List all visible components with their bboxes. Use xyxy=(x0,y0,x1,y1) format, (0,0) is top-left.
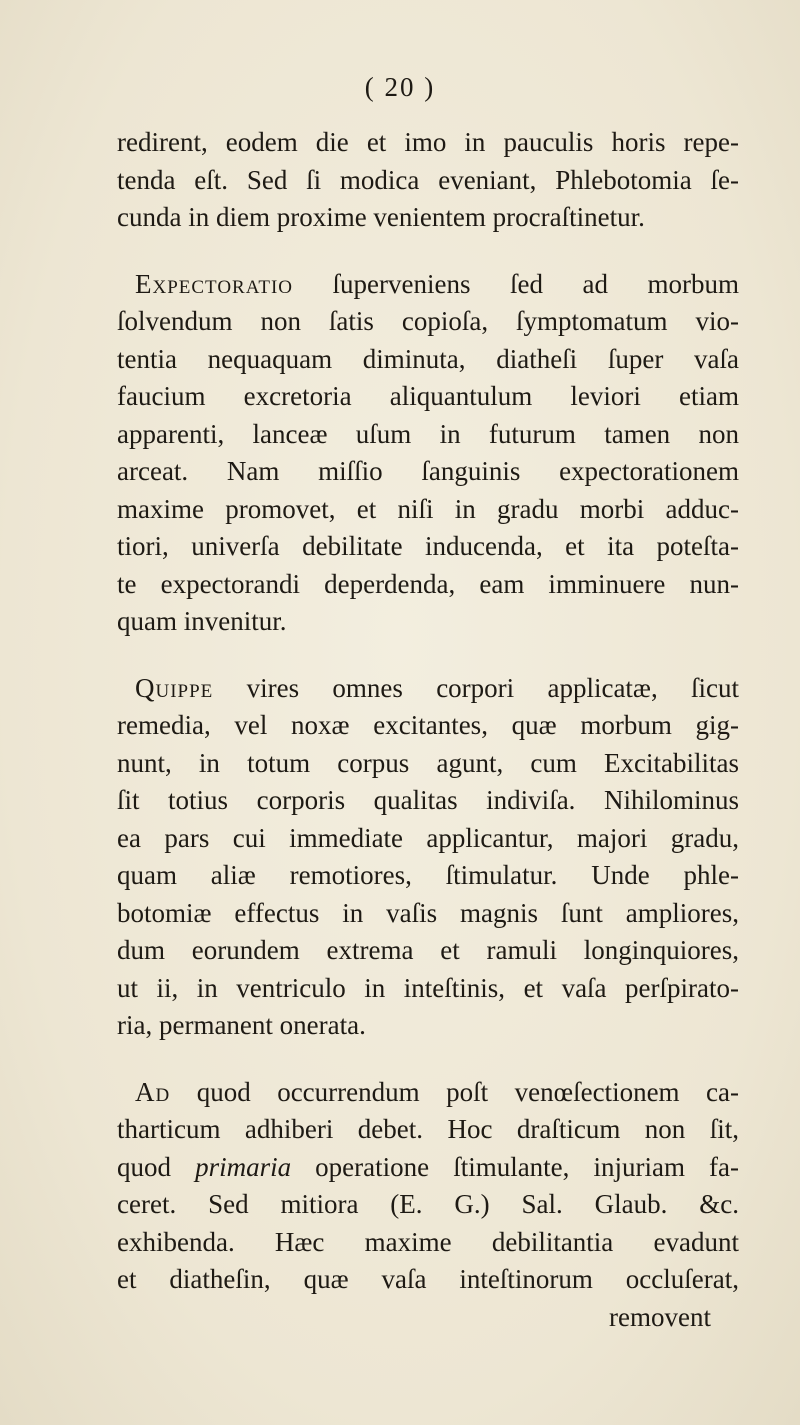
text-line: nunt, in totum corpus agunt, cum Excitabilitas xyxy=(117,747,739,778)
text-line: tenda eſt. Sed ſi modica eveniant, Phlebotomia ſe- xyxy=(117,164,739,195)
text-line: quam aliæ remotiores, ſtimulatur. Unde phle- xyxy=(117,860,739,890)
paragraph-3 xyxy=(117,670,739,1045)
paragraph-lead-word: Expectoratio xyxy=(135,268,293,299)
text-span: ſuperveniens ſed ad morbum xyxy=(293,268,739,299)
text-line xyxy=(117,266,739,304)
text-line xyxy=(117,670,739,708)
text-line: ſolvendum non ſatis copioſa, ſymptomatum vio- xyxy=(117,306,739,336)
text-line: dum eorundem extrema et ramuli longinquiores, xyxy=(117,935,739,965)
paragraph-lead-word: Ad xyxy=(135,1076,171,1107)
text-line: tharticum adhiberi debet. Hoc draſticum non ſit, xyxy=(117,1114,739,1144)
text-line: ria, permanent onerata. xyxy=(117,1010,366,1040)
paragraph-2 xyxy=(117,266,739,641)
text-line: te expectorandi deperdenda, eam imminuere nun- xyxy=(117,568,739,599)
text-line: ſit totius corporis qualitas indiviſa. Nihilominus xyxy=(117,785,739,815)
text-span: vires omnes corpori applicatæ, ſicut xyxy=(213,672,739,703)
page-number: ( 20 ) xyxy=(364,72,436,102)
paragraph-4 xyxy=(117,1074,739,1337)
text-line: arceat. Nam miſſio ſanguinis expectorationem xyxy=(117,456,739,486)
text-span: operatione ſtimulante, injuriam fa- xyxy=(291,1151,740,1182)
text-line: ea pars cui immediate applicantur, majori gradu, xyxy=(117,822,739,853)
text-line: remedia, vel noxæ excitantes, quæ morbum gig- xyxy=(117,710,739,740)
text-line: cunda in diem proxime venientem procraſtinetur. xyxy=(117,202,645,232)
text-span: quod xyxy=(117,1151,196,1182)
text-line xyxy=(117,1074,739,1112)
text-line: ceret. Sed mitiora (E. G.) Sal. Glaub. &c. xyxy=(117,1189,739,1219)
text-line: ut ii, in ventriculo in inteſtinis, et vaſa perſpirato- xyxy=(117,972,739,1003)
text-line: et diatheſin, quæ vaſa inteſtinorum occluſerat, xyxy=(117,1264,739,1294)
text-line xyxy=(117,1149,739,1187)
text-line: redirent, eodem die et imo in pauculis horis repe- xyxy=(117,127,739,157)
text-span: quod occurrendum poſt venœſectionem ca- xyxy=(170,1076,739,1107)
catchword: removent xyxy=(609,1301,711,1332)
italic-term: primaria xyxy=(195,1151,292,1182)
text-line: maxime promovet, et niſi in gradu morbi adduc- xyxy=(117,493,739,524)
paragraph-lead-word: Quippe xyxy=(135,672,214,703)
body-text xyxy=(117,124,739,1365)
paragraph-1 xyxy=(117,124,739,237)
text-line: apparenti, lanceæ uſum in futurum tamen non xyxy=(117,418,739,449)
text-line: faucium excretoria aliquantulum leviori etiam xyxy=(117,381,739,411)
text-line: botomiæ effectus in vaſis magnis ſunt ampliores, xyxy=(117,897,739,928)
text-line: tiori, univerſa debilitate inducenda, et ita poteſta- xyxy=(117,531,739,561)
text-line: quam invenitur. xyxy=(117,606,287,636)
text-line: tentia nequaquam diminuta, diatheſi ſuper vaſa xyxy=(117,343,739,374)
text-line: exhibenda. Hæc maxime debilitantia evadunt xyxy=(117,1226,739,1257)
